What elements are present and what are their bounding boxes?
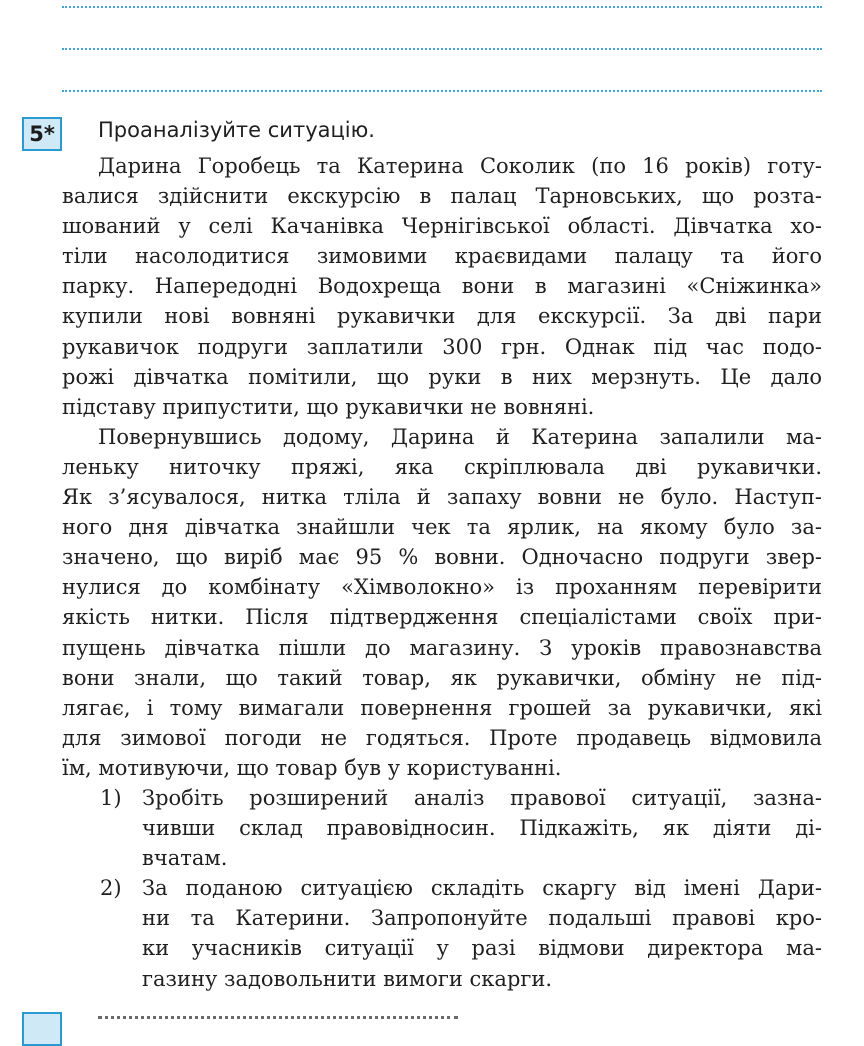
list-item-line: ни та Катерини. Запропонуйте подальші правові кро- [142,906,822,931]
paragraph-1-line: шований у селі Качанівка Чернігівської області. Дівчатка хо- [62,214,822,239]
list-item-line: ки учасників ситуації у разі відмови директора ма- [142,936,822,961]
answer-line-2 [62,48,822,50]
list-item [62,873,822,993]
list-item-line: вчатам. [142,846,228,871]
next-task-badge [22,1012,62,1046]
paragraph-1-line: купили нові вовняні рукавички для екскурсії. За дві пари [62,304,822,329]
paragraph-1-line: Дарина Горобець та Катерина Соколик (по 16 років) готу- [98,154,822,178]
paragraph-2-line: Повернувшись додому, Дарина й Катерина запалили ма- [98,424,822,449]
task-body [62,151,822,994]
list-item [62,783,822,873]
paragraph-2-line: нулися до комбінату «Хімволокно» із проханням перевірити [62,575,822,600]
list-item-line: газину задовольнити вимоги скарги. [142,966,553,991]
task-number: 5* [29,122,55,146]
paragraph-1-line: підставу припустити, що рукавички не вовняні. [62,394,595,419]
list-item-line: За поданою ситуацією складіть скаргу від імені Дари- [142,876,822,901]
list-item-number: 1) [100,785,122,810]
paragraph-1-line: рукавичок подруги заплатили 300 грн. Однак під час подо- [62,334,822,359]
paragraph-2-line: ного дня дівчатка знайшли чек та ярлик, на якому було за- [62,515,822,540]
paragraph-1-line: парку. Напередодні Водохреща вони в магазині «Сніжинка» [62,274,822,299]
answer-line-1 [62,6,822,8]
answer-line-3 [62,90,822,92]
paragraph-2-line: Як з’ясувалося, нитка тліла й запаху вовни не було. Наступ- [62,485,822,510]
next-task-text-cropped [98,1010,478,1024]
paragraph-2-line: лягає, і тому вимагали повернення грошей за рукавички, які [62,695,822,720]
task-number-badge [22,117,62,151]
list-item-line: чивши склад правовідносин. Підкажіть, як діяти ді- [142,816,822,841]
paragraph-2-line: вони знали, що такий товар, як рукавички, обміну не під- [62,665,822,690]
paragraph-2-line: пущень дівчатка пішли до магазину. З уроків правознавства [62,635,822,660]
paragraph-1-line: тіли насолодитися зимовими краєвидами палацу та його [62,244,822,269]
paragraph-2-line: значено, що виріб має 95 % вовни. Одночасно подруги звер- [62,545,822,570]
paragraph-1-line: рожі дівчатка помітили, що руки в них мерзнуть. Це дало [62,364,822,389]
paragraph-2-line: для зимової погоди не годяться. Проте продавець відмовила [62,725,822,750]
list-item-line: Зробіть розширений аналіз правової ситуації, зазна- [142,785,822,810]
task-instruction: Проаналізуйте ситуацію. [98,118,375,142]
paragraph-1-line: валися здійснити екскурсію в палац Тарновських, що розта- [62,184,822,209]
list-item-number: 2) [100,876,122,901]
paragraph-2-line: їм, мотивуючи, що товар був у користуванні. [62,755,562,780]
paragraph-2-line: якість нитки. Після підтвердження спеціалістами своїх при- [62,605,822,630]
paragraph-2-line: леньку ниточку пряжі, яка скріплювала дві рукавички. [62,454,822,479]
